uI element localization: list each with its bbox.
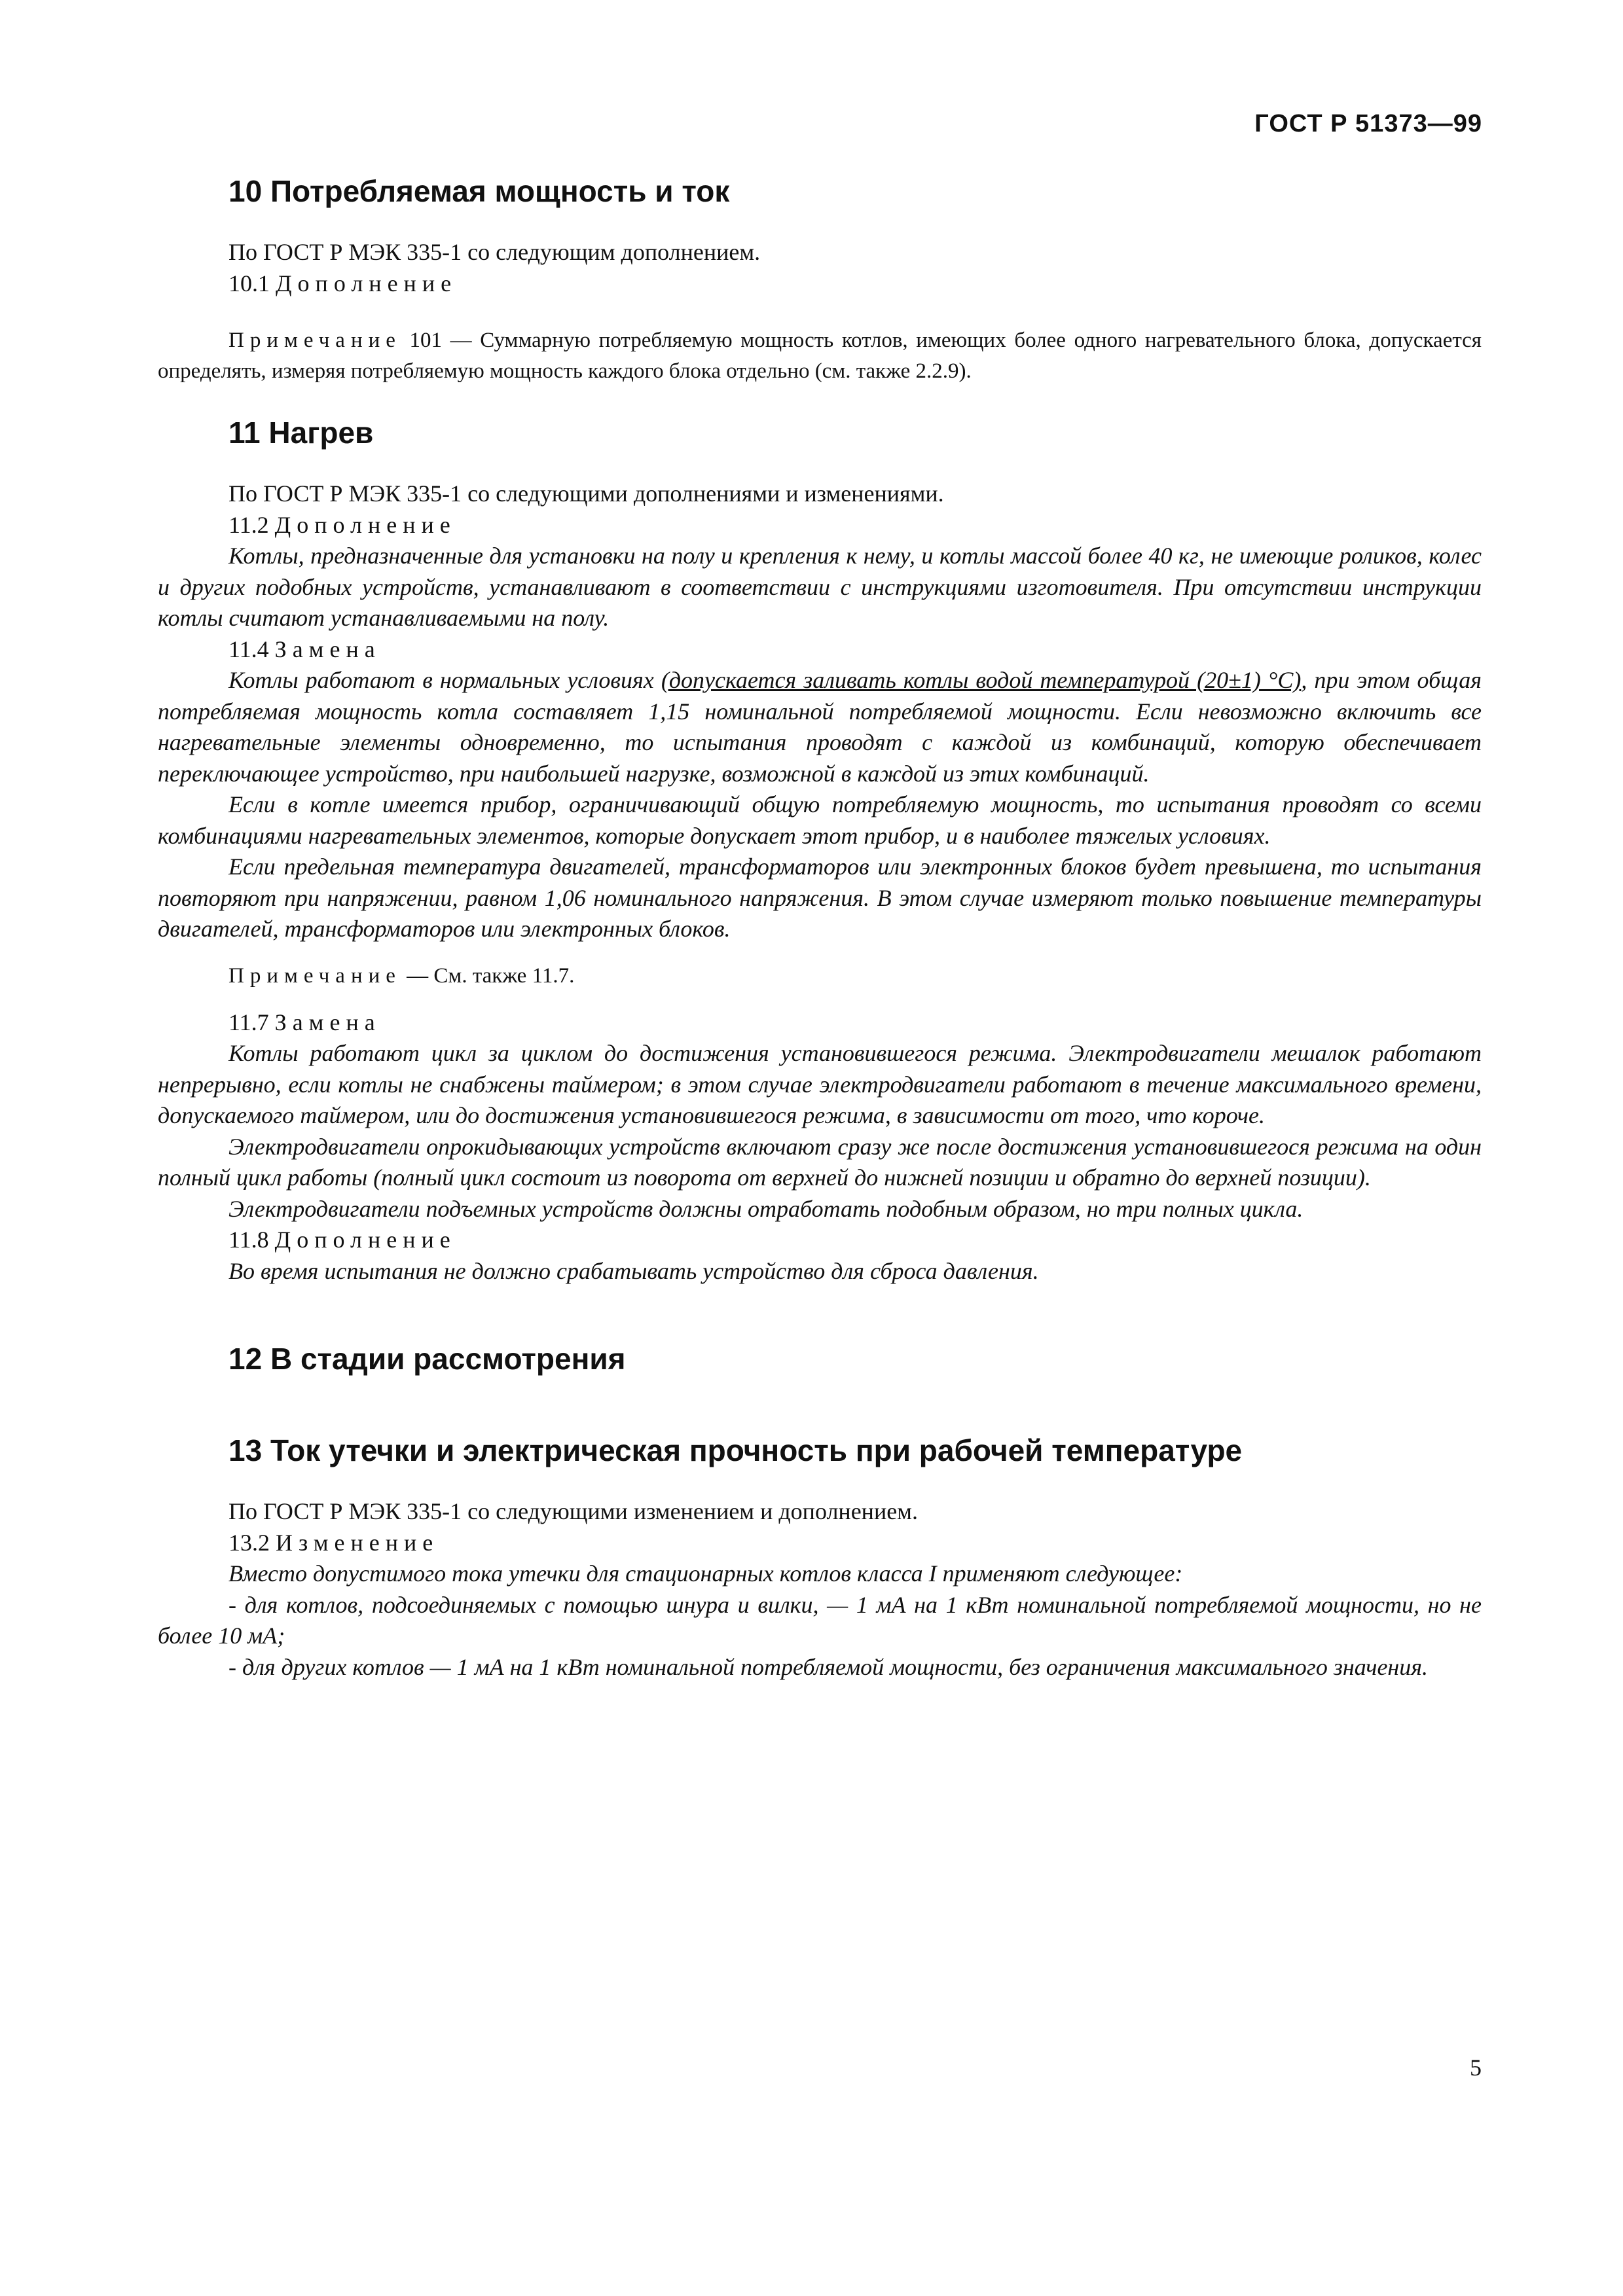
clause-13-2-paragraph-2: - для котлов, подсоединяемых с помощью шнура и вилки, — 1 мА на 1 кВт номинальной потребляемой мощности, но не более 10 мА; <box>158 1591 1482 1649</box>
section-13-title: 13 Ток утечки и электрическая прочность при рабочей температуре <box>228 1433 1243 1467</box>
clause-13-2-paragraph-3: - для других котлов — 1 мА на 1 кВт номинальной потребляемой мощности, без ограничения максимального значения. <box>228 1653 1429 1680</box>
clause-11-2-heading <box>158 510 1482 541</box>
clause-11-7-paragraph-1: Котлы работают цикл за циклом до достижения установившегося режима. Электродвигатели мешалок работают непрерывно, если котлы не снабжены таймером; в этом случае электродвигатели работают в течение максимального времени, допускаемого таймером, или до достижения установившегося режима, в зависимости от того, что короче. <box>158 1040 1482 1128</box>
clause-11-4-paragraph-2: Если в котле имеется прибор, ограничивающий общую потребляемую мощность, то испытания проводят со всеми комбинациями нагревательных элементов, которые допускает этот прибор, и в наиболее тяжелых условиях. <box>158 791 1482 849</box>
clause-label: Дополнение <box>274 511 456 538</box>
section-11-intro: По ГОСТ Р МЭК 335-1 со следующими дополнениями и изменениями. <box>228 480 944 507</box>
clause-number: 11.2 <box>228 511 275 538</box>
note-label: Примечание <box>228 329 401 352</box>
clause-label: Замена <box>274 1009 381 1035</box>
clause-13-2-paragraph-1: Вместо допустимого тока утечки для стационарных котлов класса I применяют следующее: <box>228 1560 1183 1587</box>
section-11-title: 11 Нагрев <box>228 416 374 450</box>
clause-number: 11.8 <box>228 1227 275 1253</box>
note-text: — См. также 11.7. <box>401 963 575 988</box>
clause-number: 11.4 <box>228 636 275 662</box>
document-body <box>158 171 1482 1683</box>
clause-number: 11.7 <box>228 1009 275 1035</box>
section-10-note <box>158 325 1482 387</box>
clause-10-1-heading <box>158 268 1482 300</box>
clause-number: 10.1 <box>228 270 276 296</box>
clause-11-4-heading <box>158 634 1482 666</box>
section-10-intro: По ГОСТ Р МЭК 335-1 со следующим дополнением. <box>228 239 761 265</box>
clause-label: Изменение <box>276 1529 439 1556</box>
clause-11-2-text: Котлы, предназначенные для установки на полу и крепления к нему, и котлы массой более 40 кг, не имеющие роликов, колес и других подобных устройств, устанавливают в соответствии с инструкциями изготовителя. При отсутствии инструкции котлы считают устанавливаемыми на полу. <box>158 543 1482 631</box>
document-code-header: ГОСТ Р 51373—99 <box>1254 110 1482 137</box>
text-run: Котлы работают в нормальных условиях <box>228 667 661 693</box>
clause-11-4-note <box>158 961 1482 992</box>
section-13-intro: По ГОСТ Р МЭК 335-1 со следующими изменением и дополнением. <box>228 1498 918 1524</box>
page-number: 5 <box>1470 2054 1482 2081</box>
clause-label: Замена <box>274 636 381 662</box>
clause-label: Дополнение <box>274 1227 456 1253</box>
clause-11-8-heading <box>158 1225 1482 1256</box>
clause-11-4-paragraph-1 <box>158 665 1482 789</box>
clause-11-8-text: Во время испытания не должно срабатывать устройство для сброса давления. <box>228 1257 1039 1284</box>
note-text: 101 — Суммарную потребляемую мощность котлов, имеющих более одного нагревательного блока, допускается определять, измеряя потребляемую мощность каждого блока отдельно (см. также 2.2.9). <box>158 329 1482 383</box>
text-run: , при этом общая потребляемая мощность котла составляет 1,15 номинальной потребляемой мощности. Если невозможно включить все нагревательные элементы одновременно, то испытания проводят с каждой из комбинаций, которую обеспечивает переключающее устройство, при наибольшей нагрузке, возможной в каждой из этих комбинаций. <box>158 667 1482 787</box>
clause-13-2-heading <box>158 1528 1482 1559</box>
clause-number: 13.2 <box>228 1529 276 1556</box>
note-label: Примечание <box>228 963 401 988</box>
section-12-title: 12 В стадии рассмотрения <box>228 1342 626 1376</box>
underlined-amendment: (допускается заливать котлы водой температурой (20±1) °С) <box>661 667 1302 693</box>
clause-label: Дополнение <box>276 270 458 296</box>
clause-11-4-paragraph-3: Если предельная температура двигателей, трансформаторов или электронных блоков будет превышена, то испытания повторяют при напряжении, равном 1,06 номинального напряжения. В этом случае измеряют только повышение температуры двигателей, трансформаторов или электронных блоков. <box>158 853 1482 942</box>
clause-11-7-heading <box>158 1007 1482 1039</box>
clause-11-7-paragraph-3: Электродвигатели подъемных устройств должны отработать подобным образом, но три полных цикла. <box>228 1195 1304 1222</box>
section-10-title: 10 Потребляемая мощность и ток <box>228 174 730 208</box>
clause-11-7-paragraph-2: Электродвигатели опрокидывающих устройств включают сразу же после достижения установившегося режима на один полный цикл работы (полный цикл состоит из поворота от верхней до нижней позиции и обратно до верхней позиции). <box>158 1133 1482 1191</box>
